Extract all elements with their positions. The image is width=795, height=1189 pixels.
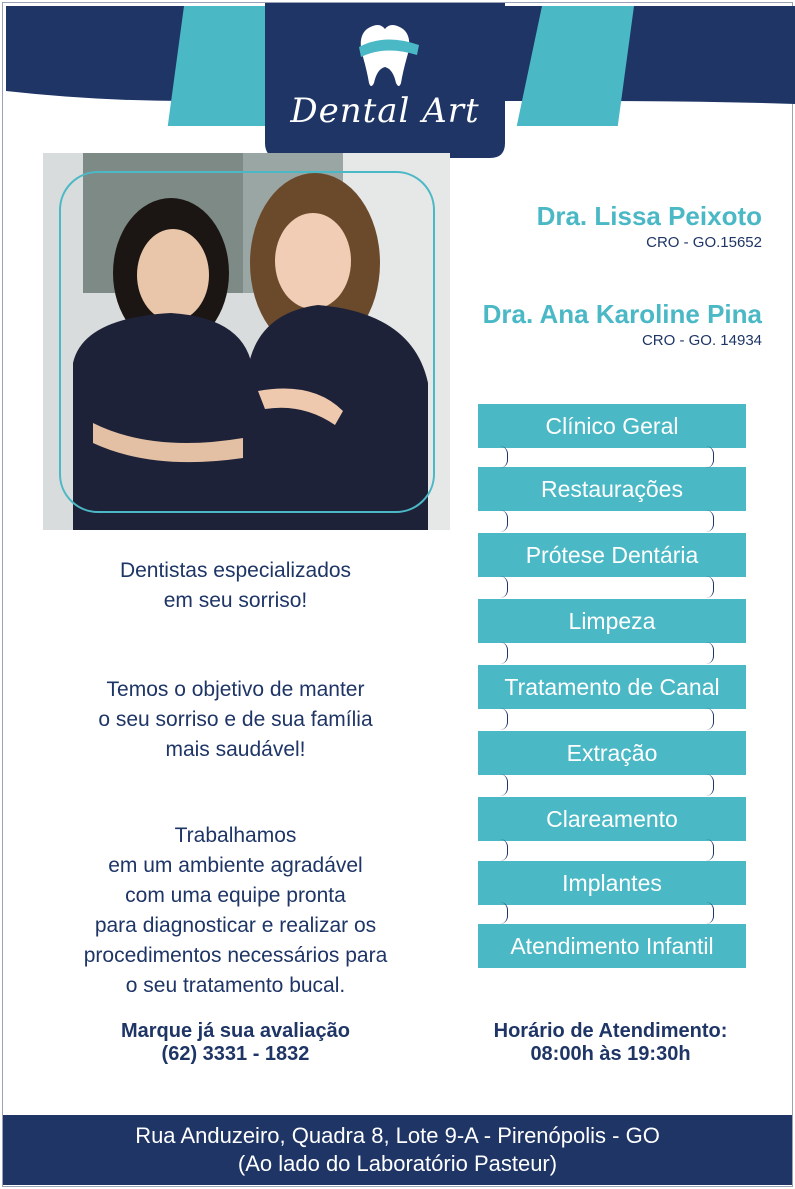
chain-link <box>706 576 714 598</box>
service-item: Implantes <box>478 861 746 905</box>
service-item: Restaurações <box>478 467 746 511</box>
doctor-ana <box>483 299 762 349</box>
chain-link <box>500 774 508 796</box>
service-item: Extração <box>478 731 746 775</box>
goal-line: Temos o objetivo de manter <box>106 678 365 701</box>
services-list <box>478 404 746 970</box>
intro-line: Dentistas especializados <box>119 559 352 582</box>
doctor-lissa <box>537 201 762 251</box>
logo <box>265 3 505 160</box>
doctor-cro: CRO - GO. 14934 <box>641 332 762 349</box>
footer-address <box>3 1115 792 1185</box>
work-line: com uma equipe pronta <box>125 884 346 907</box>
chain-link <box>500 510 508 532</box>
chain-link <box>500 446 508 468</box>
doctor-name: Dra. Lissa Peixoto <box>536 201 762 231</box>
chain-link <box>500 708 508 730</box>
service-item: Atendimento Infantil <box>478 924 746 968</box>
chain-link <box>500 576 508 598</box>
opening-hours <box>458 1020 763 1066</box>
work-line: Trabalhamos <box>174 824 297 847</box>
work-line: para diagnosticar e realizar os <box>94 914 377 937</box>
service-item: Clínico Geral <box>478 404 746 448</box>
chain-link <box>706 446 714 468</box>
goal-text <box>33 675 438 765</box>
flyer <box>2 2 793 1187</box>
service-item: Tratamento de Canal <box>478 665 746 709</box>
service-item: Limpeza <box>478 599 746 643</box>
chain-link <box>706 510 714 532</box>
phone-number: (62) 3331 - 1832 <box>161 1043 310 1065</box>
address-line: Rua Anduzeiro, Quadra 8, Lote 9-A - Pirenópolis - GO <box>135 1123 660 1148</box>
doctor-name: Dra. Ana Karoline Pina <box>482 299 762 329</box>
work-line: procedimentos necessários para <box>83 944 388 967</box>
chain-link <box>706 774 714 796</box>
intro-text <box>33 556 438 616</box>
service-item: Prótese Dentária <box>478 533 746 577</box>
service-item: Clareamento <box>478 797 746 841</box>
hours-value: 08:00h às 19:30h <box>530 1043 691 1065</box>
chain-link <box>500 839 508 861</box>
chain-link <box>706 642 714 664</box>
cta-text: Marque já sua avaliação <box>120 1020 350 1042</box>
work-line: em um ambiente agradável <box>108 854 363 877</box>
chain-link <box>500 642 508 664</box>
chain-link <box>706 708 714 730</box>
hours-title: Horário de Atendimento: <box>493 1020 728 1042</box>
call-to-action <box>33 1020 438 1066</box>
doctors-photo <box>43 153 450 530</box>
brand-name: Dental Art <box>290 91 480 131</box>
chain-link <box>706 839 714 861</box>
work-text <box>33 821 438 1001</box>
chain-link <box>706 902 714 924</box>
goal-line: mais saudável! <box>165 738 306 761</box>
address-reference: (Ao lado do Laboratório Pasteur) <box>237 1151 558 1176</box>
intro-line: em seu sorriso! <box>163 589 308 612</box>
chain-link <box>500 902 508 924</box>
work-line: o seu tratamento bucal. <box>125 974 346 997</box>
goal-line: o seu sorriso e de sua família <box>98 708 373 731</box>
doctor-cro: CRO - GO.15652 <box>646 234 762 251</box>
